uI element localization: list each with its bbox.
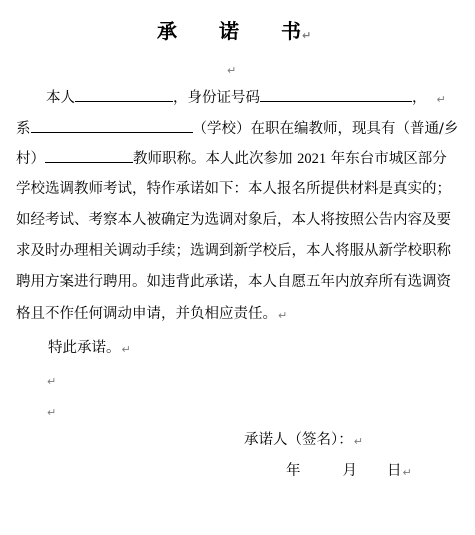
paragraph-mark-icon: ↵ [402,466,412,479]
text-line-1: 本人 ，身份证号码 ， ↵ [46,90,446,106]
name-blank [75,88,173,102]
title-char-2: 诺 [219,19,239,43]
text-line-9: 特此承诺。↵ [48,340,131,356]
date-month: 月 [342,463,357,479]
date-line [286,462,412,482]
text-line-8: 格且不作任何调动申请，并负相应责任。↵ [16,306,288,322]
date-year: 年 [286,463,301,479]
text-line-5: 如经考试、考察本人被确定为选调对象后，本人将按照公告内容及要 [16,212,451,228]
paragraph-mark-icon: ↵ [227,64,237,77]
text-line-2: 系 （学校）在职在编教师，现具有（普通/乡 [16,121,459,137]
text-line-4: 学校选调教师考试，特作承诺如下：本人报名所提供材料是真实的； [16,181,451,197]
paragraph-mark-icon: ↵ [436,93,446,106]
school-blank [31,119,193,133]
signature-line: 承诺人（签名）：↵ [244,432,363,448]
title-blank [45,149,133,163]
paragraph-mark-icon: ↵ [47,375,57,388]
document-title [157,18,311,49]
title-char-3: 书 [281,19,301,43]
paragraph-mark-icon: ↵ [47,406,57,419]
text-line-7: 聘用方案进行聘用。如违背此承诺，本人自愿五年内放弃所有选调资 [16,274,451,290]
paragraph-mark-icon: ↵ [353,435,363,448]
paragraph-mark-icon: ↵ [121,343,131,356]
date-day: 日 [387,463,402,479]
id-number-blank [260,88,412,102]
text-line-6: 求及时办理相关调动手续；选调到新学校后，本人将服从新学校职称 [16,243,451,259]
text-line-3: 村） 教师职称。本人此次参加 2021 年东台市城区部分 [16,151,447,167]
paragraph-mark-icon: ↵ [278,309,288,322]
title-char-1: 承 [157,19,177,43]
paragraph-mark-icon: ↵ [302,29,312,42]
